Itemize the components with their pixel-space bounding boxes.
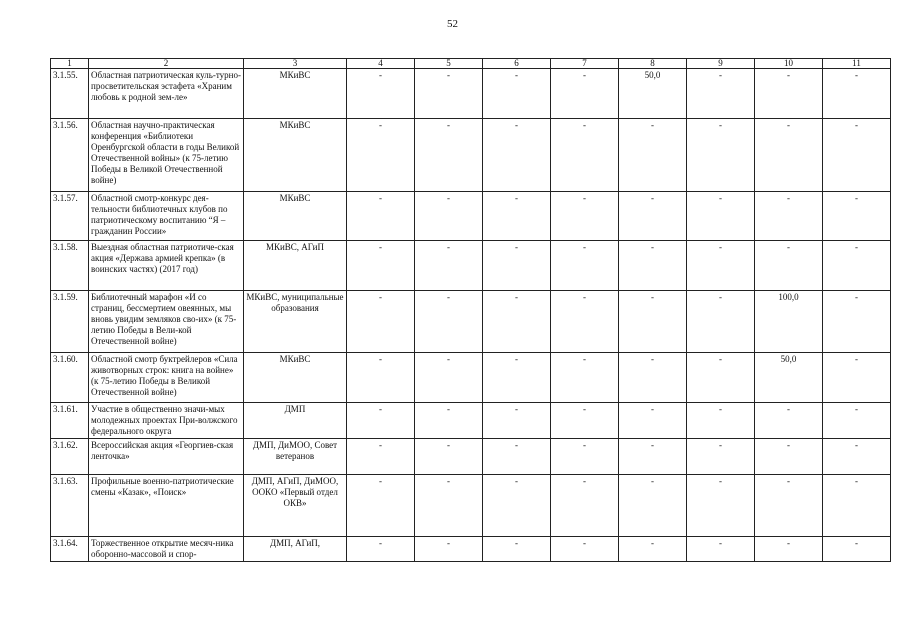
row-number: 3.1.61.	[51, 403, 89, 439]
funding-value: -	[551, 353, 619, 403]
funding-value: -	[415, 353, 483, 403]
funding-value: -	[823, 475, 891, 537]
executor: ДМП	[244, 403, 347, 439]
column-header: 7	[551, 59, 619, 69]
event-name: Областной смотр буктрейлеров «Сила животворных строк: книга на войне» (к 75-летию Победы в Великой Отечественной войне)	[89, 353, 244, 403]
table-row	[51, 537, 891, 562]
table-row	[51, 475, 891, 537]
funding-value: -	[619, 241, 687, 291]
executor: МКиВС, муниципальные образования	[244, 291, 347, 353]
funding-value: -	[619, 537, 687, 562]
funding-value: -	[823, 241, 891, 291]
funding-value: 50,0	[619, 69, 687, 119]
row-number: 3.1.55.	[51, 69, 89, 119]
funding-value: -	[755, 119, 823, 192]
column-header: 10	[755, 59, 823, 69]
funding-value: -	[755, 192, 823, 241]
header-row	[51, 59, 891, 69]
funding-value: -	[687, 353, 755, 403]
funding-value: -	[347, 192, 415, 241]
page-number: 52	[447, 18, 458, 30]
funding-value: -	[347, 403, 415, 439]
funding-value: -	[347, 291, 415, 353]
funding-value: -	[415, 291, 483, 353]
funding-value: -	[347, 241, 415, 291]
funding-value: -	[687, 475, 755, 537]
funding-value: -	[619, 192, 687, 241]
funding-value: -	[687, 537, 755, 562]
event-name: Всероссийская акция «Георгиев-ская ленточка»	[89, 439, 244, 475]
table-row	[51, 353, 891, 403]
funding-value: -	[483, 475, 551, 537]
funding-value: -	[687, 439, 755, 475]
funding-value: -	[483, 439, 551, 475]
funding-value: 100,0	[755, 291, 823, 353]
funding-value: -	[415, 119, 483, 192]
funding-value: -	[619, 403, 687, 439]
table-row	[51, 119, 891, 192]
funding-value: -	[483, 353, 551, 403]
executor: ДМП, АГиП, ДиМОО, ООКО «Первый отдел ОКВ»	[244, 475, 347, 537]
funding-value: -	[755, 537, 823, 562]
column-header: 1	[51, 59, 89, 69]
row-number: 3.1.64.	[51, 537, 89, 562]
funding-value: -	[551, 475, 619, 537]
table-row	[51, 439, 891, 475]
funding-value: -	[347, 119, 415, 192]
funding-value: -	[551, 119, 619, 192]
event-name: Областная научно-практическая конференция «Библиотеки Оренбургской области в годы Великой Отечественной войны» (к 75-летию Победы в Великой Отечественной войне)	[89, 119, 244, 192]
funding-value: -	[755, 241, 823, 291]
table-row	[51, 291, 891, 353]
funding-value: -	[755, 475, 823, 537]
funding-value: -	[415, 537, 483, 562]
funding-value: -	[619, 119, 687, 192]
table-body	[51, 69, 891, 562]
funding-value: -	[755, 439, 823, 475]
executor: МКиВС	[244, 119, 347, 192]
column-header: 3	[244, 59, 347, 69]
event-name: Профильные военно-патриотические смены «Казак», «Поиск»	[89, 475, 244, 537]
funding-value: -	[483, 119, 551, 192]
row-number: 3.1.56.	[51, 119, 89, 192]
column-header: 2	[89, 59, 244, 69]
funding-value: -	[823, 69, 891, 119]
executor: МКиВС	[244, 353, 347, 403]
funding-value: -	[687, 69, 755, 119]
event-name: Областная патриотическая куль-турно-просветительская эстафета «Храним любовь к родной зем-ле»	[89, 69, 244, 119]
funding-value: -	[347, 439, 415, 475]
row-number: 3.1.60.	[51, 353, 89, 403]
funding-value: -	[483, 69, 551, 119]
funding-value: -	[551, 537, 619, 562]
funding-value: -	[687, 192, 755, 241]
event-name: Участие в общественно значи-мых молодежных проектах При-волжского федерального округа	[89, 403, 244, 439]
event-name: Библиотечный марафон «И со страниц, бессмертием овеянных, мы вновь увидим земляков сво-их» (к 75-летию Победы в Вели-кой Отечественной войне)	[89, 291, 244, 353]
funding-value: -	[347, 69, 415, 119]
funding-value: -	[823, 353, 891, 403]
funding-value: -	[483, 291, 551, 353]
executor: МКиВС	[244, 192, 347, 241]
table-row	[51, 403, 891, 439]
row-number: 3.1.58.	[51, 241, 89, 291]
table-row	[51, 69, 891, 119]
column-header: 9	[687, 59, 755, 69]
funding-value: -	[687, 119, 755, 192]
funding-value: -	[755, 69, 823, 119]
funding-value: -	[551, 439, 619, 475]
funding-value: -	[823, 439, 891, 475]
executor: ДМП, ДиМОО, Совет ветеранов	[244, 439, 347, 475]
column-header: 6	[483, 59, 551, 69]
funding-value: -	[551, 69, 619, 119]
funding-value: -	[347, 475, 415, 537]
funding-value: -	[823, 537, 891, 562]
event-name: Выездная областная патриотиче-ская акция «Держава армией крепка» (в воинских частях) (2017 год)	[89, 241, 244, 291]
funding-value: -	[619, 291, 687, 353]
column-header: 11	[823, 59, 891, 69]
funding-value: -	[483, 537, 551, 562]
funding-value: -	[415, 439, 483, 475]
funding-value: -	[687, 291, 755, 353]
executor: МКиВС	[244, 69, 347, 119]
table-row	[51, 192, 891, 241]
funding-value: -	[347, 537, 415, 562]
program-table	[50, 58, 891, 562]
funding-value: -	[551, 403, 619, 439]
column-header: 4	[347, 59, 415, 69]
funding-value: -	[415, 403, 483, 439]
funding-value: -	[415, 192, 483, 241]
funding-value: -	[415, 475, 483, 537]
funding-value: -	[551, 192, 619, 241]
funding-value: -	[347, 353, 415, 403]
table-row	[51, 241, 891, 291]
row-number: 3.1.59.	[51, 291, 89, 353]
funding-value: -	[823, 291, 891, 353]
funding-value: -	[551, 291, 619, 353]
funding-value: -	[619, 439, 687, 475]
funding-value: -	[483, 403, 551, 439]
column-header: 8	[619, 59, 687, 69]
funding-value: -	[823, 192, 891, 241]
funding-value: 50,0	[755, 353, 823, 403]
row-number: 3.1.57.	[51, 192, 89, 241]
funding-value: -	[619, 475, 687, 537]
funding-value: -	[755, 403, 823, 439]
executor: ДМП, АГиП,	[244, 537, 347, 562]
event-name: Торжественное открытие месяч-ника оборонно-массовой и спор-	[89, 537, 244, 562]
funding-value: -	[823, 119, 891, 192]
row-number: 3.1.62.	[51, 439, 89, 475]
funding-value: -	[483, 192, 551, 241]
funding-value: -	[415, 69, 483, 119]
funding-value: -	[619, 353, 687, 403]
row-number: 3.1.63.	[51, 475, 89, 537]
funding-value: -	[415, 241, 483, 291]
funding-value: -	[687, 403, 755, 439]
funding-value: -	[551, 241, 619, 291]
funding-value: -	[687, 241, 755, 291]
funding-value: -	[483, 241, 551, 291]
column-header: 5	[415, 59, 483, 69]
executor: МКиВС, АГиП	[244, 241, 347, 291]
funding-value: -	[823, 403, 891, 439]
event-name: Областной смотр-конкурс дея-тельности библиотечных клубов по патриотическому воспитанию “Я – гражданин России»	[89, 192, 244, 241]
